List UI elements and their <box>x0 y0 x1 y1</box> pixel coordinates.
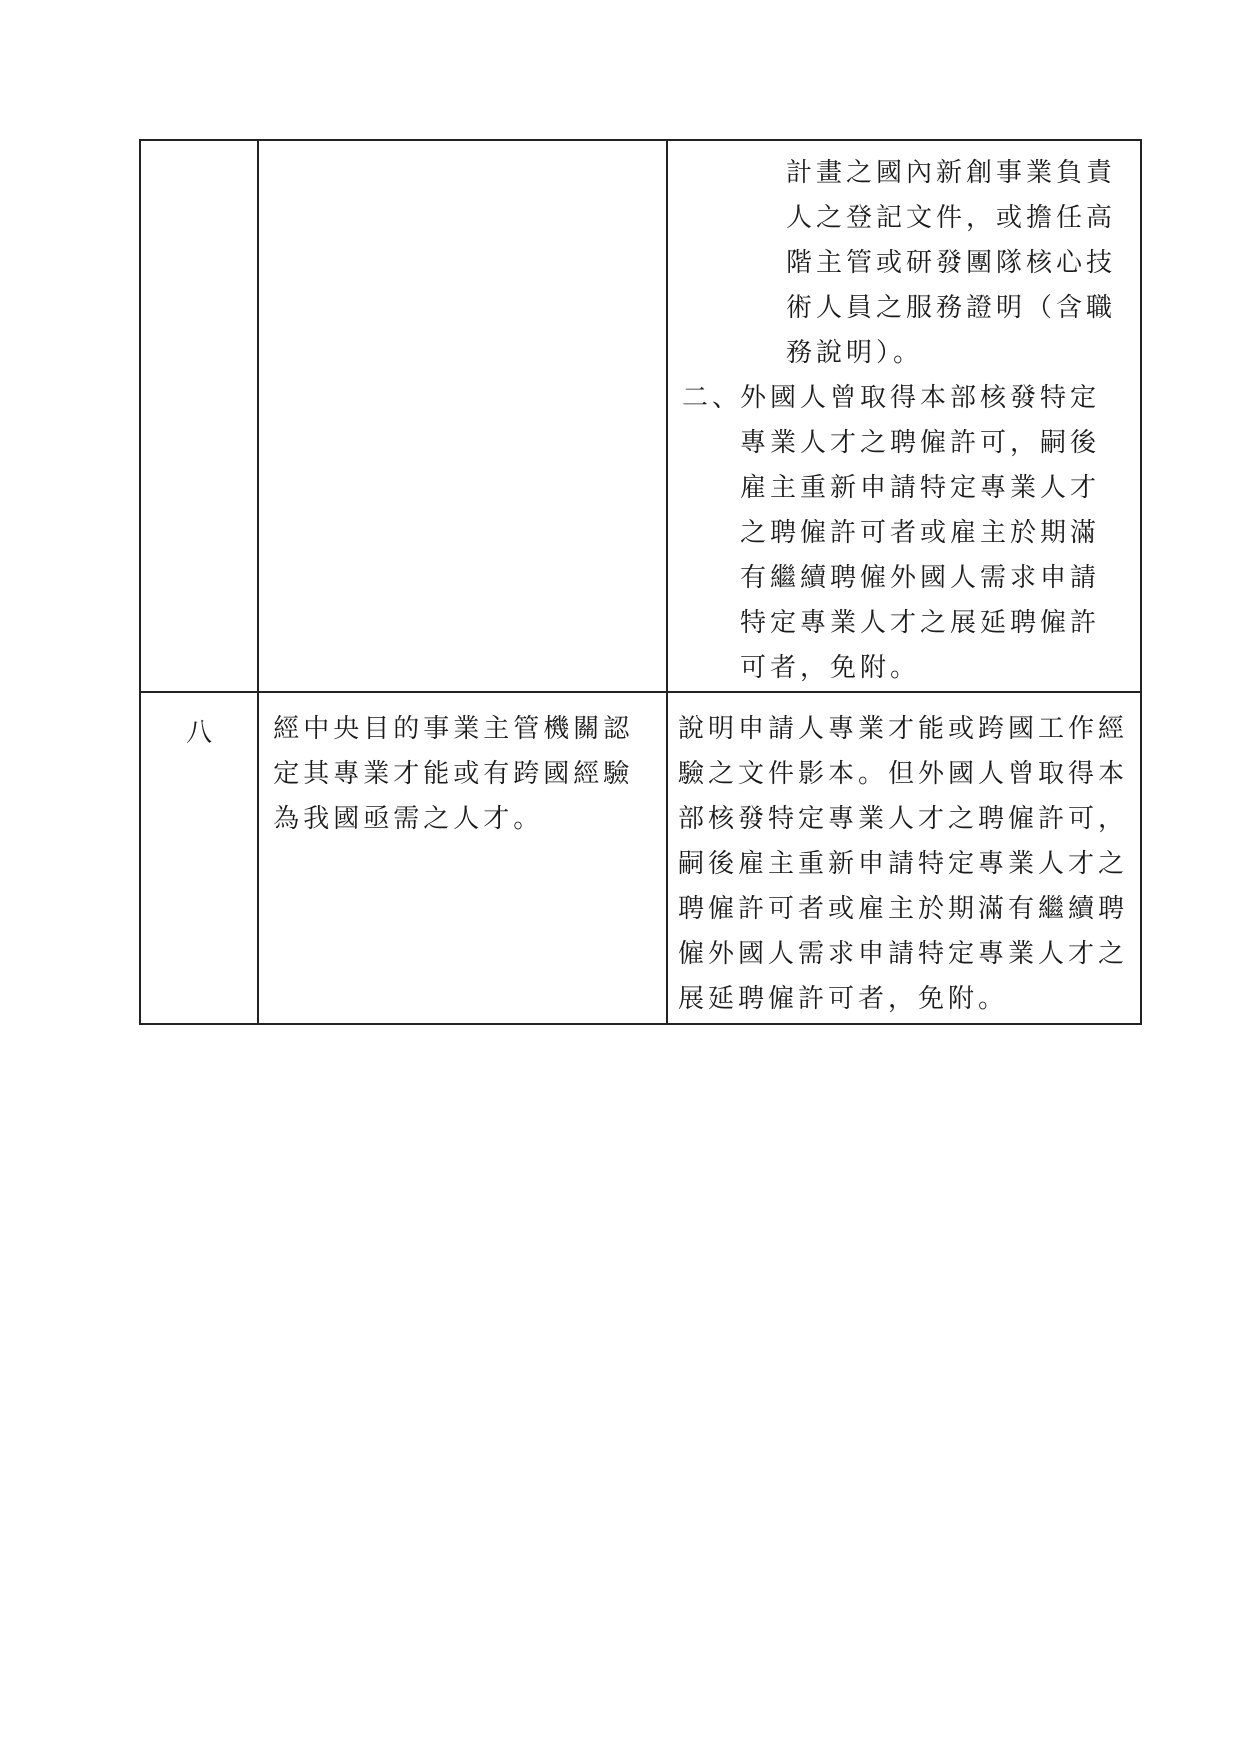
row-number-cell <box>140 140 258 692</box>
condition-cell <box>258 692 667 1024</box>
documents-continued-text: 計畫之國內新創事業負責人之登記文件，或擔任高階主管或研發團隊核心技術人員之服務證明（含職務說明）。 <box>786 158 1117 368</box>
documents-item-2 <box>682 376 1128 691</box>
item-text: 外國人曾取得本部核發特定專業人才之聘僱許可，嗣後雇主重新申請特定專業人才之聘僱許可者或雇主於期滿有繼續聘僱外國人需求申請特定專業人才之展延聘僱許可者，免附。 <box>740 383 1101 683</box>
documents-content <box>668 141 1140 691</box>
requirements-table <box>139 139 1142 1025</box>
condition-text: 經中央目的事業主管機關認定其專業才能或有跨國經驗為我國亟需之人才。 <box>273 714 634 834</box>
table-row <box>140 692 1141 1024</box>
condition-cell <box>258 140 667 692</box>
documents-cell <box>667 692 1141 1024</box>
row-number <box>141 141 257 159</box>
item-marker: 二、 <box>682 383 743 413</box>
documents-cell <box>667 140 1141 692</box>
row-number-cell <box>140 692 258 1024</box>
row-number: 八 <box>186 718 213 748</box>
table-row <box>140 140 1141 692</box>
documents-text: 說明申請人專業才能或跨國工作經驗之文件影本。但外國人曾取得本部核發特定專業人才之聘僱許可，嗣後雇主重新申請特定專業人才之聘僱許可者或雇主於期滿有繼續聘僱外國人需求申請特定專業人才之展延聘僱許可者，免附。 <box>678 714 1129 1014</box>
condition-text <box>259 141 666 155</box>
